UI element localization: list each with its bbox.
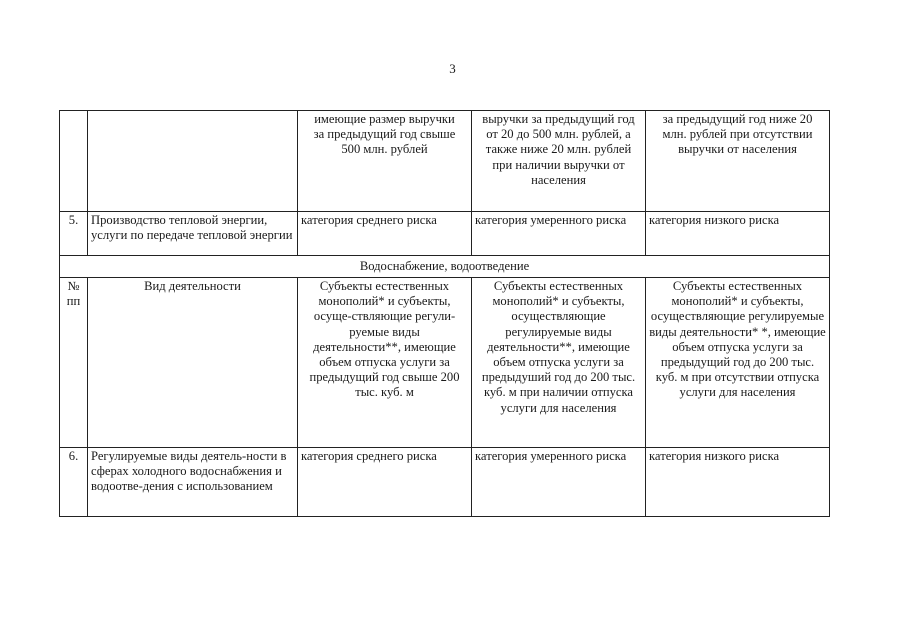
cell-high-category: категория среднего риска [298,448,472,517]
header-activity: Вид деятельности [88,278,298,448]
cell-medium-category [472,111,646,212]
cell-activity [88,111,298,212]
cell-text: имеющие размер выручки за предыдущий год свыше 500 млн. рублей [313,112,456,157]
cell-number: 5. [60,212,88,256]
section-heading: Водоснабжение, водоотведение [60,256,830,278]
header-high-category [298,278,472,448]
table-header-row [60,278,830,448]
cell-medium-category: категория умеренного риска [472,212,646,256]
page-number: 3 [449,61,456,76]
cell-text: выручки за предыдущий год от 20 до 500 млн. рублей, а также ниже 20 млн. рублей при наличии выручки от населения [482,112,635,187]
header-medium-category [472,278,646,448]
cell-activity: Производство тепловой энергии, услуги по передаче тепловой энергии [88,212,298,256]
cell-low-category [646,111,830,212]
table-row-6 [60,448,830,517]
table-row-5 [60,212,830,256]
cell-number [60,111,88,212]
cell-number: 6. [60,448,88,517]
risk-category-table [59,110,830,517]
cell-text: за предыдущий год ниже 20 млн. рублей при отсутствии выручки от населения [662,112,813,157]
header-text: Субъекты естественных монополий* и субъекты, осуществляющие регулируемые виды деятельности**, имеющие объем отпуска услуги за предыдуший год до 200 тыс. куб. м при наличии отпуска услуги для населения [481,279,636,415]
header-number-text: № пп [66,279,81,309]
header-low-category [646,278,830,448]
cell-low-category: категория низкого риска [646,448,830,517]
header-number [60,278,88,448]
cell-medium-category: категория умеренного риска [472,448,646,517]
table-row-continuation [60,111,830,212]
header-text: Субъекты естественных монополий* и субъекты, осуществляющие регулируемые виды деятельности* *, имеющие объем отпуска услуги за предыдущий год до 200 тыс. куб. м при отсутствии отпуска услуги для населения [649,279,826,400]
cell-high-category [298,111,472,212]
table-section-row [60,256,830,278]
cell-high-category: категория среднего риска [298,212,472,256]
cell-low-category: категория низкого риска [646,212,830,256]
header-text: Субъекты естественных монополий* и субъекты, осуще-ствляющие регули-руемые виды деятельности**, имеющие объем отпуска услуги за предыдущий год свыше 200 тыс. куб. м [309,279,460,400]
cell-activity: Регулируемые виды деятель-ности в сферах холодного водоснабжения и водоотве-дения с использованием [88,448,298,517]
